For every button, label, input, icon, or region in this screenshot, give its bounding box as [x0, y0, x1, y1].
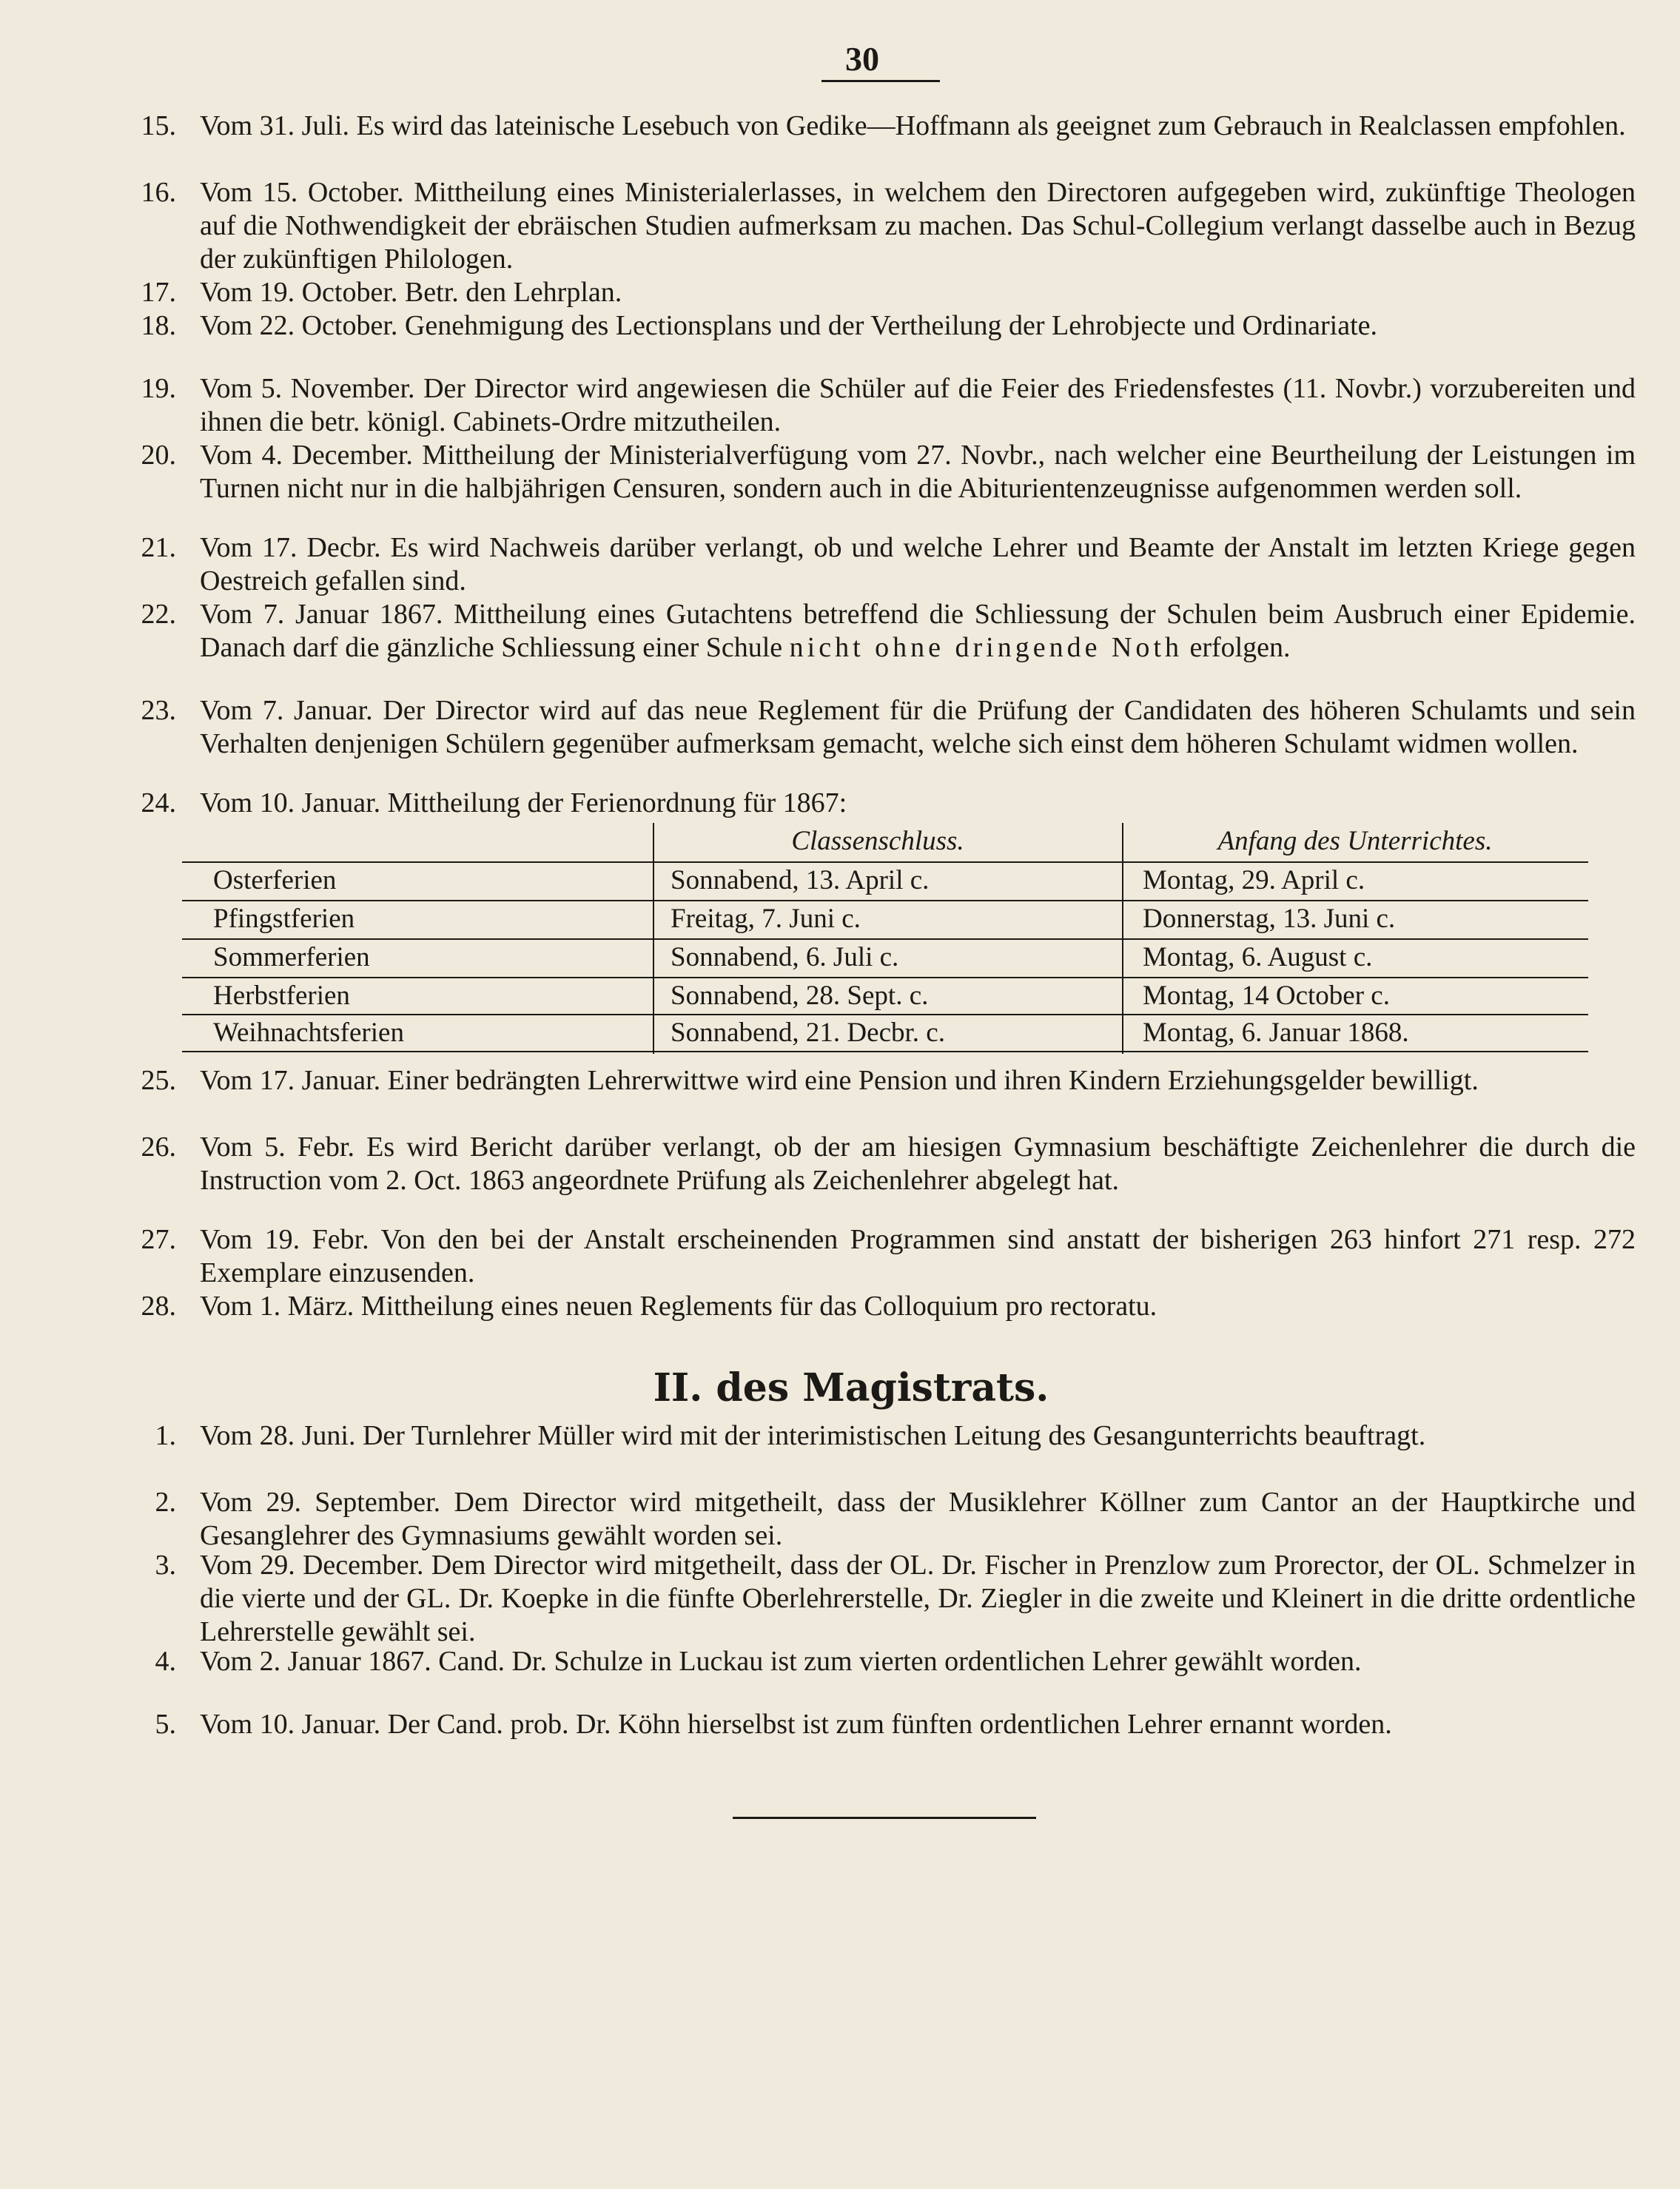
entry-number: 23. [141, 695, 176, 726]
entry-text: Vom 29. September. Dem Director wird mitgetheilt, dass der Musiklehrer Köllner zum Cantor an der Hauptkirche und Gesanglehrer des Gymnasiums gewählt worden sei. [200, 1487, 1636, 1551]
entry-number: 21. [141, 532, 176, 563]
entry-emphasis: nicht ohne dringende Noth [789, 632, 1183, 663]
vacation-close-date: Sonnabend, 13. April c. [671, 865, 930, 895]
entry-number: 5. [155, 1709, 176, 1740]
entry-text [200, 598, 1636, 665]
entry-text: Vom 7. Januar. Der Director wird auf das neue Reglement für die Prüfung der Candidaten des höheren Schulamts und sein Verhalten denjenigen Schülern gegenüber aufmerksam gemacht, welche sich einst dem höheren Schulamt widmen wollen. [200, 695, 1636, 759]
entry-21 [118, 531, 1636, 598]
magistrat-entry-3 [118, 1549, 1636, 1649]
vacation-row [182, 900, 1588, 938]
entry-number: 22. [141, 599, 176, 630]
vacation-close-date: Freitag, 7. Juni c. [671, 904, 861, 934]
magistrat-entry-1 [118, 1419, 1636, 1453]
entry-text: Vom 1. März. Mittheilung eines neuen Reglements für das Colloquium pro rectoratu. [200, 1291, 1157, 1322]
entry-text: Vom 17. Decbr. Es wird Nachweis darüber verlangt, ob und welche Lehrer und Beamte der Anstalt im letzten Kriege gegen Oestreich gefallen sind. [200, 532, 1636, 596]
entry-number: 4. [155, 1646, 176, 1677]
entry-text: Vom 15. October. Mittheilung eines Ministerialerlasses, in welchem den Directoren aufgegeben wird, zukünftige Theologen auf die Nothwendigkeit der ebräischen Studien aufmerksam zu machen. Das Schul-Collegium verlangt dasselbe auch in Bezug der zukünftigen Philologen. [200, 177, 1636, 275]
entry-text: Vom 10. Januar. Der Cand. prob. Dr. Köhn hierselbst ist zum fünften ordentlichen Lehrer ernannt worden. [200, 1709, 1392, 1740]
entry-25 [118, 1064, 1636, 1097]
entry-number: 18. [141, 310, 176, 341]
entry-23 [118, 694, 1636, 761]
entry-number: 15. [141, 110, 176, 141]
vacation-start-date: Donnerstag, 13. Juni c. [1143, 904, 1396, 934]
entry-number: 17. [141, 277, 176, 308]
page-number-rule [821, 80, 940, 82]
vacation-table [182, 823, 1588, 1054]
entry-number: 28. [141, 1291, 176, 1322]
entry-number: 19. [141, 373, 176, 404]
entry-number: 27. [141, 1224, 176, 1255]
entry-17 [118, 276, 1636, 309]
entry-number: 1. [155, 1420, 176, 1451]
vacation-row [182, 1014, 1588, 1052]
vacation-start-date: Montag, 29. April c. [1143, 865, 1365, 895]
entry-text: Vom 29. December. Dem Director wird mitgetheilt, dass der OL. Dr. Fischer in Prenzlow zum Prorector, der OL. Schmelzer in die vierte und der GL. Dr. Koepke in die fünfte Oberlehrerstelle, Dr. Ziegler in die zweite und Kleinert in die dritte ordentliche Lehrerstelle gewählt sei. [200, 1550, 1636, 1647]
entry-15 [118, 110, 1636, 143]
entry-text-before: Vom 7. Januar 1867. Mittheilung eines Gutachtens betreffend die Schliessung der Schulen beim Ausbruch einer Epidemie. Danach darf die gänzliche Schliessung einer Schule [200, 599, 1636, 663]
entry-number: 20. [141, 440, 176, 471]
vacation-start-date: Montag, 14 October c. [1143, 981, 1390, 1011]
entry-18 [118, 309, 1636, 343]
magistrat-entry-4 [118, 1645, 1636, 1678]
vacation-name: Weihnachtsferien [213, 1018, 404, 1048]
entry-16 [118, 176, 1636, 276]
vacation-close-date: Sonnabend, 6. Juli c. [671, 942, 899, 972]
entry-text: Vom 17. Januar. Einer bedrängten Lehrerwittwe wird eine Pension und ihren Kindern Erziehungsgelder bewilligt. [200, 1065, 1479, 1096]
vacation-name: Sommerferien [213, 942, 370, 972]
entry-text-after: erfolgen. [1189, 632, 1291, 663]
end-rule [733, 1817, 1036, 1819]
entry-text: Vom 5. Febr. Es wird Bericht darüber verlangt, ob der am hiesigen Gymnasium beschäftigte Zeichenlehrer die durch die Instruction vom 2. Oct. 1863 angeordnete Prüfung als Zeichenlehrer abgelegt hat. [200, 1132, 1636, 1196]
entry-number: 25. [141, 1065, 176, 1096]
vacation-close-date: Sonnabend, 28. Sept. c. [671, 981, 929, 1011]
entry-24 [118, 787, 1636, 820]
entry-text: Vom 2. Januar 1867. Cand. Dr. Schulze in Luckau ist zum vierten ordentlichen Lehrer gewählt worden. [200, 1646, 1362, 1677]
vacation-name: Herbstferien [213, 981, 350, 1011]
vacation-start-date: Montag, 6. August c. [1143, 942, 1373, 972]
vacation-close-date: Sonnabend, 21. Decbr. c. [671, 1018, 945, 1048]
entry-19 [118, 372, 1636, 439]
vacation-row [182, 977, 1588, 1015]
entry-22 [118, 598, 1636, 665]
vacation-start-date: Montag, 6. Januar 1868. [1143, 1018, 1409, 1048]
entry-number: 3. [155, 1550, 176, 1581]
entry-text: Vom 28. Juni. Der Turnlehrer Müller wird mit der interimistischen Leitung des Gesangunterrichts beauftragt. [200, 1420, 1426, 1451]
entry-26 [118, 1131, 1636, 1197]
entry-text: Vom 4. December. Mittheilung der Ministerialverfügung vom 27. Novbr., nach welcher eine Beurtheilung der Leistungen im Turnen nicht nur in die halbjährigen Censuren, sondern auch in die Abiturientenzeugnisse aufgenommen werden soll. [200, 440, 1636, 504]
page-number: 30 [845, 40, 879, 78]
entry-text: Vom 19. October. Betr. den Lehrplan. [200, 277, 622, 308]
magistrat-entry-2 [118, 1486, 1636, 1553]
entry-text: Vom 19. Febr. Von den bei der Anstalt erscheinenden Programmen sind anstatt der bisherigen 263 hinfort 271 resp. 272 Exemplare einzusenden. [200, 1224, 1636, 1288]
magistrat-entry-5 [118, 1708, 1636, 1741]
entry-number: 24. [141, 787, 176, 818]
section-heading-magistrat: II. des Magistrats. [653, 1365, 1049, 1410]
entry-27 [118, 1223, 1636, 1290]
entry-text: Vom 10. Januar. Mittheilung der Ferienordnung für 1867: [200, 787, 847, 818]
entry-text: Vom 5. November. Der Director wird angewiesen die Schüler auf die Feier des Friedensfestes (11. Novbr.) vorzubereiten und ihnen die betr. königl. Cabinets-Ordre mitzutheilen. [200, 373, 1636, 437]
entry-number: 16. [141, 177, 176, 208]
entry-text: Vom 31. Juli. Es wird das lateinische Lesebuch von Gedike—Hoffmann als geeignet zum Gebrauch in Realclassen empfohlen. [200, 110, 1626, 141]
entry-text: Vom 22. October. Genehmigung des Lectionsplans und der Vertheilung der Lehrobjecte und Ordinariate. [200, 310, 1378, 341]
vacation-row [182, 861, 1588, 900]
entry-20 [118, 439, 1636, 505]
vacation-name: Osterferien [213, 865, 337, 895]
entry-number: 2. [155, 1487, 176, 1518]
entry-number: 26. [141, 1132, 176, 1163]
header-classenschluss: Classenschluss. [791, 826, 964, 856]
entry-28 [118, 1290, 1636, 1323]
vacation-name: Pfingstferien [213, 904, 355, 934]
vacation-row [182, 938, 1588, 977]
header-anfang-unterricht: Anfang des Unterrichtes. [1217, 826, 1493, 856]
